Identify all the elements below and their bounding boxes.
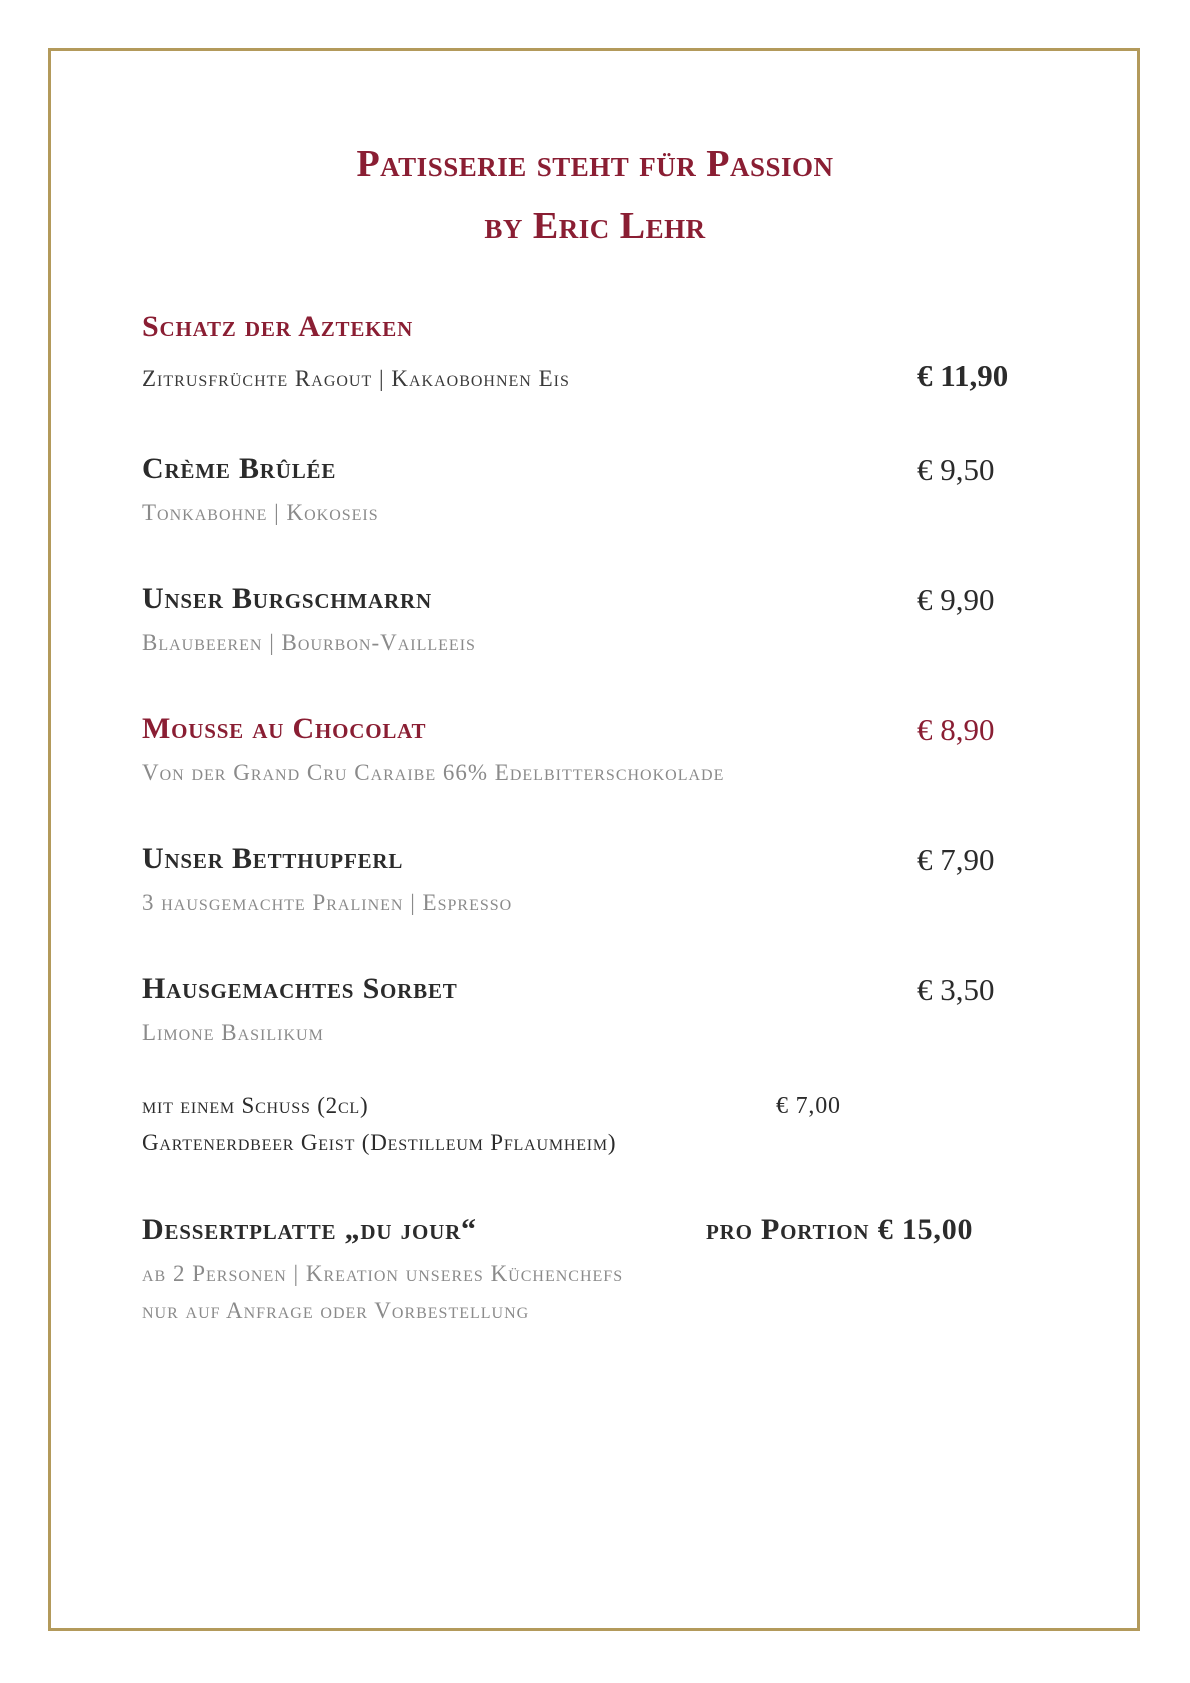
- addon-label: mit einem Schuss (2cl): [142, 1093, 369, 1118]
- platter-price: pro Portion € 15,00: [706, 1213, 974, 1246]
- item-price-creme-brulee: € 9,50: [917, 452, 995, 487]
- item-desc-schatz-der-azteken: Zitrusfrüchte Ragout | Kakaobohnen Eis: [142, 366, 570, 391]
- item-price-hausgemachtes-sorbet: € 3,50: [917, 972, 995, 1007]
- item-desc-creme-brulee: Tonkabohne | Kokoseis: [142, 500, 379, 525]
- item-name-unser-betthupferl: Unser Betthupferl: [142, 842, 404, 875]
- item-name-schatz-der-azteken: Schatz der Azteken: [142, 310, 414, 343]
- item-name-unser-burgschmarrn: Unser Burgschmarrn: [142, 582, 432, 615]
- item-price-mousse-au-chocolat: € 8,90: [917, 712, 995, 747]
- addon-desc: Gartenerdbeer Geist (Destilleum Pflaumheim): [142, 1130, 617, 1155]
- menu-title-line-2: by Eric Lehr: [484, 205, 706, 247]
- item-desc-hausgemachtes-sorbet: Limone Basilikum: [142, 1020, 324, 1045]
- item-price-schatz-der-azteken: € 11,90: [917, 358, 1009, 393]
- item-desc-mousse-au-chocolat: Von der Grand Cru Caraibe 66% Edelbitterschokolade: [142, 760, 725, 785]
- item-name-hausgemachtes-sorbet: Hausgemachtes Sorbet: [142, 972, 458, 1005]
- addon-price: € 7,00: [776, 1093, 841, 1119]
- item-desc-unser-burgschmarrn: Blaubeeren | Bourbon-Vailleeis: [142, 630, 476, 655]
- item-price-unser-betthupferl: € 7,90: [917, 842, 995, 877]
- item-name-creme-brulee: Crème Brûlée: [142, 452, 337, 485]
- platter-desc-2: nur auf Anfrage oder Vorbestellung: [142, 1298, 530, 1323]
- menu-title-line-1: Patisserie steht für Passion: [356, 143, 834, 185]
- item-name-mousse-au-chocolat: Mousse au Chocolat: [142, 712, 427, 745]
- page-border: [48, 48, 1140, 1631]
- item-price-unser-burgschmarrn: € 9,90: [917, 582, 995, 617]
- item-desc-unser-betthupferl: 3 hausgemachte Pralinen | Espresso: [142, 890, 513, 915]
- platter-name: Dessertplatte „du jour“: [142, 1213, 477, 1246]
- platter-desc-1: ab 2 Personen | Kreation unseres Küchenchefs: [142, 1261, 624, 1286]
